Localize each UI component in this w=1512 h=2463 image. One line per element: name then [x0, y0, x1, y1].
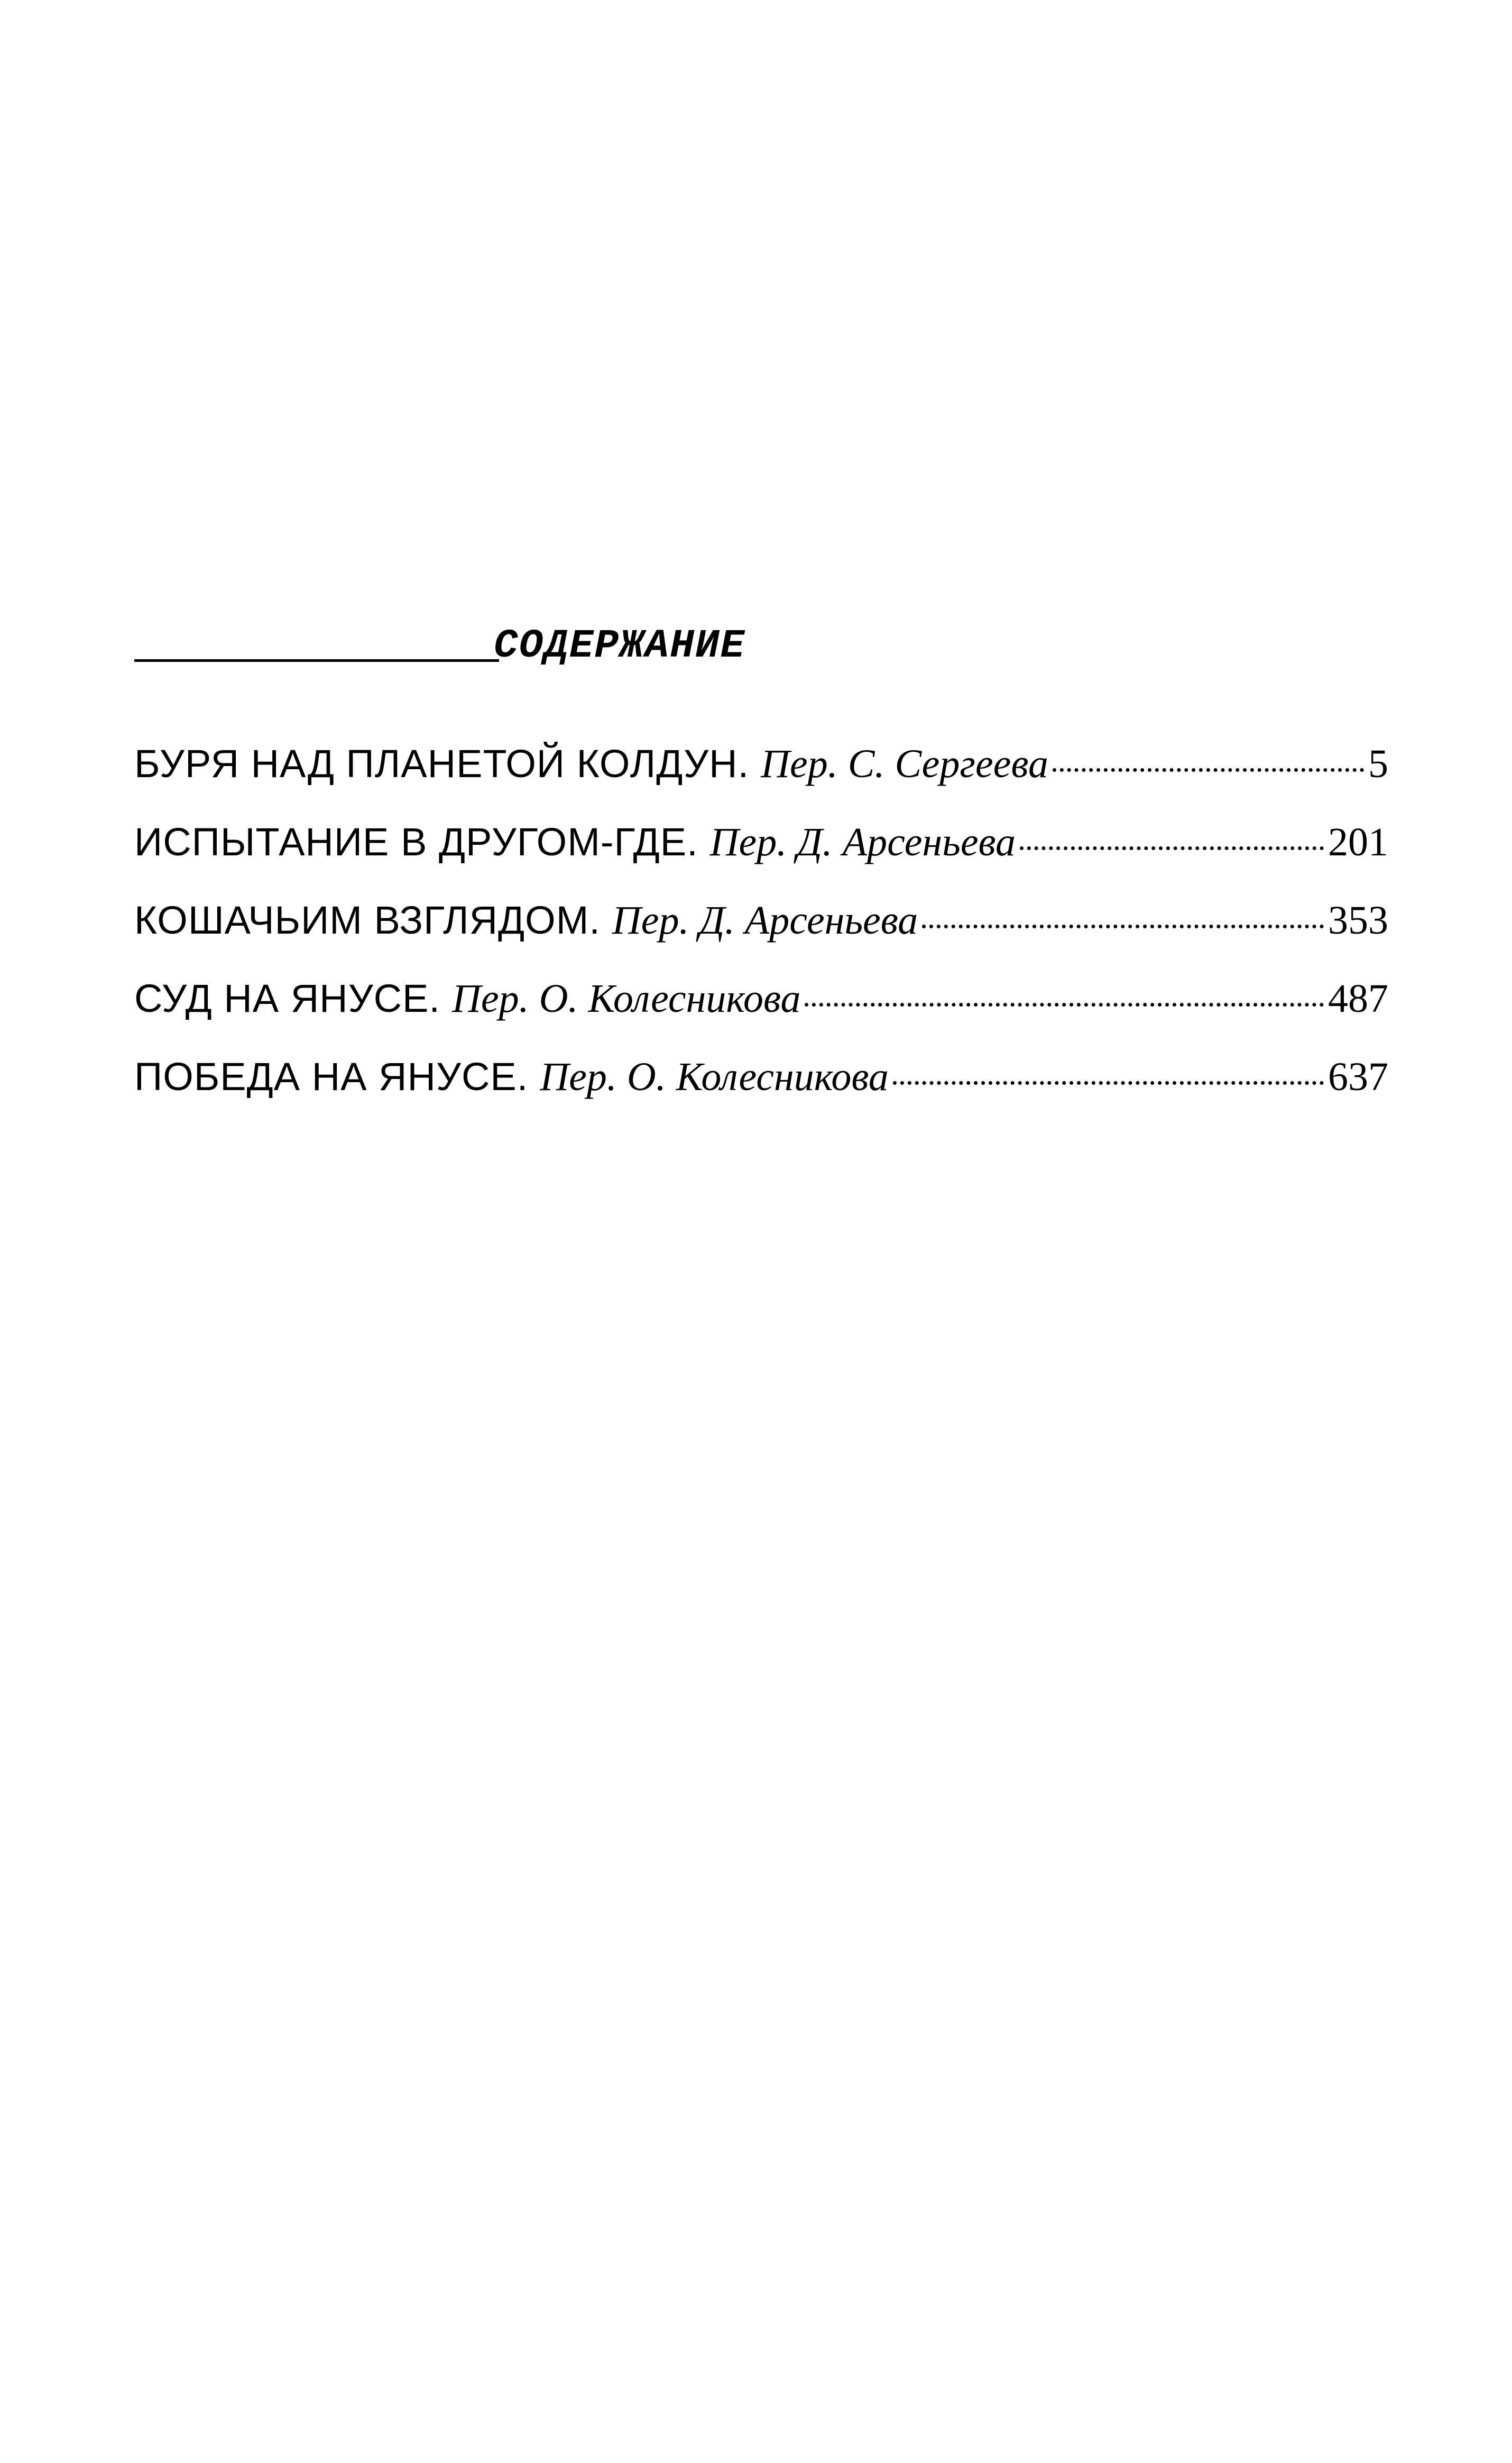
toc-entry [134, 972, 1388, 1050]
entry-page-number: 353 [1328, 898, 1388, 943]
toc-list [134, 737, 1388, 1129]
entry-translator: Пер. О. Колесникова [451, 976, 801, 1021]
entry-title: БУРЯ НАД ПЛАНЕТОЙ КОЛДУН. [134, 742, 750, 786]
dot-leader [1020, 846, 1324, 850]
entry-page-number: 5 [1368, 742, 1388, 786]
heading-text: СОДЕРЖАНИЕ [494, 623, 746, 669]
heading-rule [134, 659, 499, 662]
entry-title: КОШАЧЬИМ ВЗГЛЯДОМ. [134, 898, 601, 942]
toc-heading [134, 608, 800, 669]
entry-page-number: 201 [1328, 820, 1388, 864]
toc-entry [134, 816, 1388, 894]
dot-leader [893, 1081, 1324, 1085]
dot-leader [922, 925, 1324, 928]
entry-title: ПОБЕДА НА ЯНУСЕ. [134, 1055, 529, 1099]
entry-page-number: 637 [1328, 1055, 1388, 1099]
toc-entry [134, 1050, 1388, 1129]
dot-leader [1053, 768, 1364, 772]
toc-entry [134, 894, 1388, 972]
entry-page-number: 487 [1328, 976, 1388, 1021]
entry-translator: Пер. Д. Арсеньева [612, 898, 918, 943]
entry-translator: Пер. О. Колесникова [540, 1055, 889, 1099]
entry-title: СУД НА ЯНУСЕ. [134, 976, 440, 1020]
entry-title: ИСПЫТАНИЕ В ДРУГОМ-ГДЕ. [134, 820, 698, 864]
entry-translator: Пер. Д. Арсеньева [709, 820, 1016, 864]
dot-leader [805, 1003, 1324, 1007]
entry-translator: Пер. С. Сергеева [761, 742, 1048, 786]
toc-entry [134, 737, 1388, 816]
